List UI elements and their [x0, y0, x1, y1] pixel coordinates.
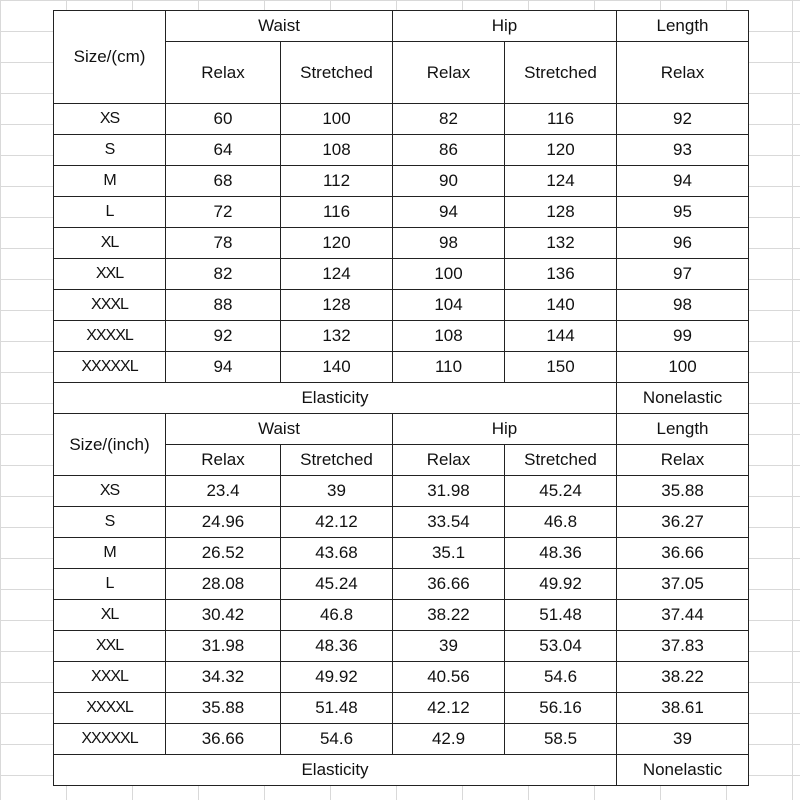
- sub-header-cell: Stretched: [281, 42, 393, 104]
- measurement-cell: 56.16: [505, 693, 617, 724]
- size-chart-body: [54, 11, 749, 786]
- measurement-cell: 116: [281, 197, 393, 228]
- measurement-cell: 37.83: [617, 631, 749, 662]
- measurement-cell: 35.88: [617, 476, 749, 507]
- size-label-cell: XS: [54, 104, 166, 135]
- measurement-cell: 42.12: [281, 507, 393, 538]
- measurement-cell: 42.9: [393, 724, 505, 755]
- measurement-cell: 120: [281, 228, 393, 259]
- size-label-cell: XXXXXL: [54, 352, 166, 383]
- measurement-cell: 51.48: [281, 693, 393, 724]
- measurement-cell: 132: [505, 228, 617, 259]
- sub-header-cell: Stretched: [505, 42, 617, 104]
- measurement-cell: 88: [166, 290, 281, 321]
- size-column-header: Size/(inch): [54, 414, 166, 476]
- header-row-groups: [54, 11, 749, 42]
- measurement-cell: 136: [505, 259, 617, 290]
- measurement-cell: 40.56: [393, 662, 505, 693]
- measurement-cell: 128: [281, 290, 393, 321]
- measurement-cell: 30.42: [166, 600, 281, 631]
- measurement-cell: 92: [166, 321, 281, 352]
- measurement-cell: 112: [281, 166, 393, 197]
- table-row: [54, 631, 749, 662]
- measurement-cell: 64: [166, 135, 281, 166]
- measurement-cell: 58.5: [505, 724, 617, 755]
- measurement-cell: 68: [166, 166, 281, 197]
- measurement-cell: 132: [281, 321, 393, 352]
- waist-group-header: Waist: [166, 414, 393, 445]
- measurement-cell: 54.6: [505, 662, 617, 693]
- sub-header-cell: Relax: [617, 445, 749, 476]
- table-row: [54, 600, 749, 631]
- measurement-cell: 99: [617, 321, 749, 352]
- measurement-cell: 95: [617, 197, 749, 228]
- size-label-cell: XXXXL: [54, 321, 166, 352]
- measurement-cell: 51.48: [505, 600, 617, 631]
- table-row: [54, 166, 749, 197]
- measurement-cell: 94: [617, 166, 749, 197]
- table-row: [54, 321, 749, 352]
- measurement-cell: 94: [166, 352, 281, 383]
- length-group-header: Length: [617, 414, 749, 445]
- measurement-cell: 94: [393, 197, 505, 228]
- measurement-cell: 124: [281, 259, 393, 290]
- measurement-cell: 26.52: [166, 538, 281, 569]
- nonelastic-label: Nonelastic: [617, 383, 749, 414]
- measurement-cell: 39: [281, 476, 393, 507]
- measurement-cell: 98: [393, 228, 505, 259]
- hip-group-header: Hip: [393, 11, 617, 42]
- header-row-groups: [54, 414, 749, 445]
- measurement-cell: 100: [393, 259, 505, 290]
- table-row: [54, 662, 749, 693]
- size-label-cell: M: [54, 538, 166, 569]
- measurement-cell: 24.96: [166, 507, 281, 538]
- size-label-cell: XXXXL: [54, 693, 166, 724]
- measurement-cell: 45.24: [505, 476, 617, 507]
- elasticity-label: Elasticity: [54, 383, 617, 414]
- measurement-cell: 82: [393, 104, 505, 135]
- measurement-cell: 128: [505, 197, 617, 228]
- measurement-cell: 96: [617, 228, 749, 259]
- measurement-cell: 60: [166, 104, 281, 135]
- table-row: [54, 352, 749, 383]
- sub-header-cell: Relax: [166, 42, 281, 104]
- size-label-cell: XXXXXL: [54, 724, 166, 755]
- measurement-cell: 140: [505, 290, 617, 321]
- size-label-cell: XXXL: [54, 290, 166, 321]
- size-label-cell: XXL: [54, 631, 166, 662]
- measurement-cell: 36.66: [617, 538, 749, 569]
- measurement-cell: 46.8: [505, 507, 617, 538]
- size-label-cell: XXL: [54, 259, 166, 290]
- measurement-cell: 82: [166, 259, 281, 290]
- measurement-cell: 36.66: [166, 724, 281, 755]
- measurement-cell: 33.54: [393, 507, 505, 538]
- measurement-cell: 110: [393, 352, 505, 383]
- measurement-cell: 48.36: [505, 538, 617, 569]
- sub-header-cell: Stretched: [505, 445, 617, 476]
- size-label-cell: L: [54, 569, 166, 600]
- size-label-cell: XL: [54, 228, 166, 259]
- measurement-cell: 36.66: [393, 569, 505, 600]
- measurement-cell: 28.08: [166, 569, 281, 600]
- measurement-cell: 34.32: [166, 662, 281, 693]
- measurement-cell: 120: [505, 135, 617, 166]
- measurement-cell: 48.36: [281, 631, 393, 662]
- sub-header-cell: Relax: [617, 42, 749, 104]
- elasticity-row: [54, 755, 749, 786]
- measurement-cell: 46.8: [281, 600, 393, 631]
- nonelastic-label: Nonelastic: [617, 755, 749, 786]
- table-row: [54, 538, 749, 569]
- table-row: [54, 259, 749, 290]
- measurement-cell: 108: [393, 321, 505, 352]
- measurement-cell: 124: [505, 166, 617, 197]
- hip-group-header: Hip: [393, 414, 617, 445]
- table-row: [54, 569, 749, 600]
- measurement-cell: 100: [281, 104, 393, 135]
- measurement-cell: 45.24: [281, 569, 393, 600]
- measurement-cell: 116: [505, 104, 617, 135]
- measurement-cell: 42.12: [393, 693, 505, 724]
- measurement-cell: 37.05: [617, 569, 749, 600]
- measurement-cell: 49.92: [281, 662, 393, 693]
- measurement-cell: 92: [617, 104, 749, 135]
- sub-header-cell: Relax: [393, 445, 505, 476]
- table-row: [54, 197, 749, 228]
- size-label-cell: L: [54, 197, 166, 228]
- size-label-cell: S: [54, 507, 166, 538]
- measurement-cell: 23.4: [166, 476, 281, 507]
- size-column-header: Size/(cm): [54, 11, 166, 104]
- measurement-cell: 98: [617, 290, 749, 321]
- sub-header-cell: Stretched: [281, 445, 393, 476]
- measurement-cell: 38.22: [393, 600, 505, 631]
- table-row: [54, 135, 749, 166]
- measurement-cell: 54.6: [281, 724, 393, 755]
- measurement-cell: 35.88: [166, 693, 281, 724]
- measurement-cell: 37.44: [617, 600, 749, 631]
- size-chart-table: [53, 10, 749, 786]
- sub-header-cell: Relax: [166, 445, 281, 476]
- measurement-cell: 43.68: [281, 538, 393, 569]
- measurement-cell: 31.98: [166, 631, 281, 662]
- waist-group-header: Waist: [166, 11, 393, 42]
- measurement-cell: 36.27: [617, 507, 749, 538]
- length-group-header: Length: [617, 11, 749, 42]
- elasticity-row: [54, 383, 749, 414]
- table-row: [54, 104, 749, 135]
- elasticity-label: Elasticity: [54, 755, 617, 786]
- measurement-cell: 39: [617, 724, 749, 755]
- measurement-cell: 31.98: [393, 476, 505, 507]
- size-label-cell: XL: [54, 600, 166, 631]
- sub-header-cell: Relax: [393, 42, 505, 104]
- measurement-cell: 108: [281, 135, 393, 166]
- measurement-cell: 97: [617, 259, 749, 290]
- measurement-cell: 93: [617, 135, 749, 166]
- measurement-cell: 53.04: [505, 631, 617, 662]
- measurement-cell: 39: [393, 631, 505, 662]
- size-label-cell: XXXL: [54, 662, 166, 693]
- table-row: [54, 228, 749, 259]
- measurement-cell: 78: [166, 228, 281, 259]
- measurement-cell: 72: [166, 197, 281, 228]
- table-row: [54, 290, 749, 321]
- measurement-cell: 140: [281, 352, 393, 383]
- measurement-cell: 144: [505, 321, 617, 352]
- measurement-cell: 90: [393, 166, 505, 197]
- size-label-cell: S: [54, 135, 166, 166]
- size-label-cell: M: [54, 166, 166, 197]
- table-row: [54, 724, 749, 755]
- table-row: [54, 476, 749, 507]
- measurement-cell: 104: [393, 290, 505, 321]
- table-row: [54, 693, 749, 724]
- table-row: [54, 507, 749, 538]
- measurement-cell: 150: [505, 352, 617, 383]
- measurement-cell: 100: [617, 352, 749, 383]
- measurement-cell: 35.1: [393, 538, 505, 569]
- size-label-cell: XS: [54, 476, 166, 507]
- measurement-cell: 86: [393, 135, 505, 166]
- measurement-cell: 38.22: [617, 662, 749, 693]
- measurement-cell: 49.92: [505, 569, 617, 600]
- measurement-cell: 38.61: [617, 693, 749, 724]
